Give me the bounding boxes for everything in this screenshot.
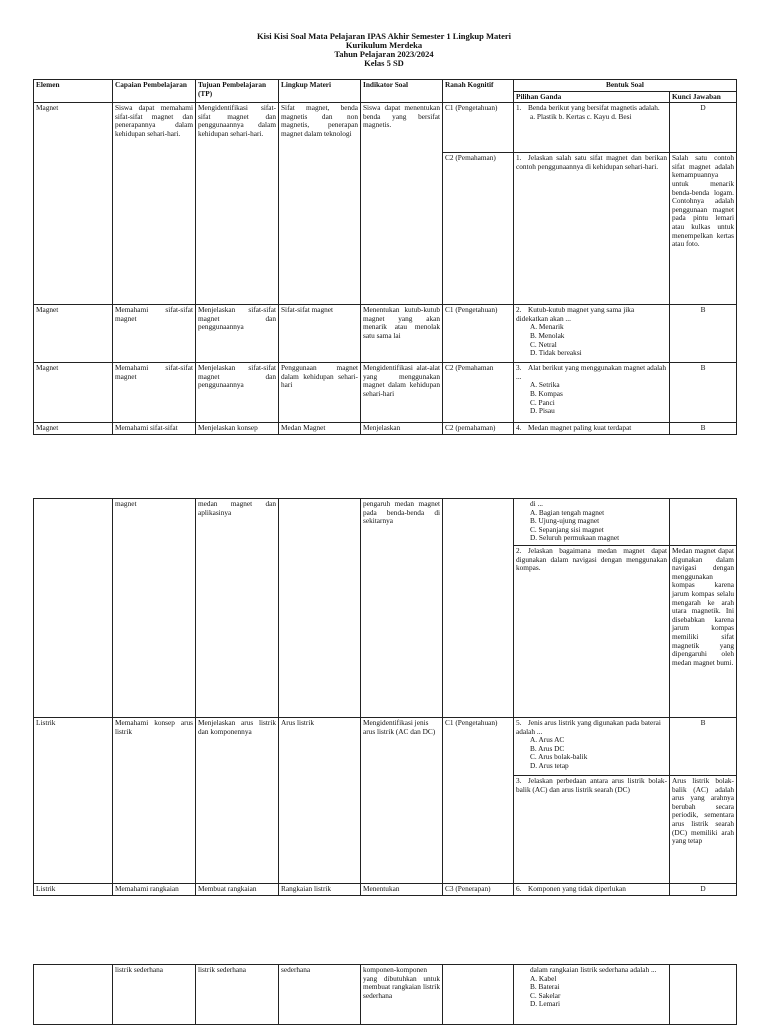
- cell-kunci: [670, 499, 737, 546]
- question-text: Alat berikut yang menggunakan magnet adalah ...: [516, 363, 666, 381]
- col-bentuk-soal: Bentuk Soal: [514, 80, 737, 92]
- option-c: C. Panci: [530, 397, 555, 407]
- cell-elemen: Magnet: [34, 363, 113, 423]
- cell-tujuan: Menjelaskan sifat-sifat magnet dan penggunaannya: [196, 305, 279, 363]
- cell-indikator: Menentukan kutub-kutub magnet yang akan menarik atau menolak satu sama lai: [361, 305, 443, 363]
- cell-indikator: Mengidentifikasi alat-alat yang menggunakan magnet dalam kehidupan sehari-hari: [361, 363, 443, 423]
- cell-kunci: D: [670, 884, 737, 896]
- col-ranah: Ranah Kognitif: [443, 80, 514, 103]
- question-number: 6.: [516, 884, 522, 893]
- cell-question: [514, 153, 670, 305]
- table-row: [34, 965, 737, 1025]
- cell-kunci: D: [670, 103, 737, 153]
- cell-question: [514, 776, 670, 884]
- cell-capaian: magnet: [113, 499, 196, 718]
- option-c: C. Sepanjang sisi magnet: [530, 524, 604, 534]
- option-c: C. Netral: [530, 339, 557, 349]
- question-text: Komponen yang tidak diperlukan: [528, 884, 626, 893]
- cell-capaian: Memahami sifat-sifat magnet: [113, 305, 196, 363]
- cell-ranah: [443, 499, 514, 718]
- cell-kunci: B: [670, 423, 737, 435]
- option-b: B. Baterai: [530, 982, 560, 992]
- cell-question: [514, 499, 670, 546]
- cell-question: [514, 718, 670, 776]
- cell-ranah: C1 (Pengetahuan): [443, 718, 514, 884]
- option-d: D. Seluruh permukaan magnet: [530, 533, 620, 543]
- cell-lingkup: sederhana: [279, 965, 361, 1025]
- option-a: A. Setrika: [530, 380, 560, 390]
- cell-kunci: B: [670, 305, 737, 363]
- cell-lingkup: Penggunaan magnet dalam kehidupan sehari-hari: [279, 363, 361, 423]
- cell-capaian: listrik sederhana: [113, 965, 196, 1025]
- question-number: 1.: [516, 153, 522, 163]
- option-c: C. Arus bolak-balik: [530, 752, 588, 762]
- cell-tujuan: listrik sederhana: [196, 965, 279, 1025]
- table-row: [34, 423, 737, 435]
- question-text: Jelaskan perbedaan antara arus listrik bolak-balik (AC) dan arus listrik searah (DC): [516, 776, 667, 794]
- table-row: [34, 718, 737, 776]
- document-header: [0, 32, 768, 68]
- header-curriculum: Kurikulum Merdeka: [345, 40, 423, 50]
- cell-capaian: Memahami rangkaian: [113, 884, 196, 896]
- option-c: C. Sakelar: [530, 990, 561, 1000]
- cell-tujuan: Mengidentifikasi sifat-sifat magnet dan penggunaannya dalam kehidupan sehari-hari.: [196, 103, 279, 305]
- table-row: [34, 499, 737, 546]
- question-number: 1.: [516, 103, 522, 113]
- header-year: Tahun Pelajaran 2023/2024: [334, 49, 434, 59]
- option-a: A. Arus AC: [530, 735, 565, 745]
- cell-elemen: Magnet: [34, 305, 113, 363]
- question-text: Medan magnet paling kuat terdapat: [528, 423, 632, 433]
- cell-kunci: Salah satu contoh sifat magnet adalah kemampuannya untuk menarik benda-benda logam. Contohnya adalah penggunaan magnet pada pintu lemari atau kulkas untuk menempelkan kertas atau foto.: [670, 153, 737, 305]
- cell-indikator: Menentukan: [361, 884, 443, 896]
- question-options: a. Plastik b. Kertas c. Kayu d. Besi: [530, 111, 632, 121]
- cell-tujuan: Menjelaskan konsep: [196, 423, 279, 435]
- cell-lingkup: Arus listrik: [279, 718, 361, 884]
- question-text: Benda berikut yang bersifat magnetis adalah.: [528, 103, 660, 113]
- table-row: [34, 363, 737, 423]
- cell-capaian: Memahami sifat-sifat: [113, 423, 196, 435]
- option-b: B. Arus DC: [530, 743, 565, 753]
- cell-lingkup: Sifat magnet, benda magnetis dan non magnetis, penerapan magnet dalam teknologi: [279, 103, 361, 305]
- cell-question: [514, 305, 670, 363]
- question-number: 4.: [516, 423, 522, 433]
- cell-question: [514, 423, 670, 435]
- question-number: 3.: [516, 363, 522, 373]
- col-capaian: Capaian Pembelajaran: [113, 80, 196, 103]
- question-number: 2.: [516, 305, 522, 315]
- cell-ranah: C2 (Pemahaman: [443, 363, 514, 423]
- cell-capaian: Siswa dapat memahami sifat-sifat magnet dan penerapannya dalam kehidupan sehari-hari.: [113, 103, 196, 305]
- cell-ranah: C3 (Penerapan): [443, 884, 514, 896]
- cell-elemen: Listrik: [34, 718, 113, 884]
- option-a: A. Menarik: [530, 322, 564, 332]
- cell-elemen: [34, 499, 113, 718]
- question-text: Jenis arus listrik yang digunakan pada baterai adalah ...: [516, 718, 661, 736]
- cell-question: [514, 965, 670, 1025]
- cell-tujuan: Menjelaskan sifat-sifat magnet dan penggunaannya: [196, 363, 279, 423]
- table-row: [34, 305, 737, 363]
- cell-kunci: Arus listrik bolak-balik (AC) adalah arus yang arahnya berubah secara periodik, sementara arus listrik searah (DC) memiliki arah yang tetap: [670, 776, 737, 884]
- cell-lingkup: Sifat-sifat magnet: [279, 305, 361, 363]
- col-tujuan: Tujuan Pembelajaran (TP): [196, 80, 279, 103]
- cell-indikator: Menjelaskan: [361, 423, 443, 435]
- option-a: A. Bagian tengah magnet: [530, 507, 605, 517]
- cell-ranah: C1 (Pengetahuan): [443, 103, 514, 153]
- cell-ranah: C2 (pemahaman): [443, 423, 514, 435]
- question-text: dalam rangkaian listrik sederhana adalah ...: [530, 965, 657, 974]
- option-b: B. Menolak: [530, 330, 565, 340]
- cell-elemen: Magnet: [34, 423, 113, 435]
- cell-tujuan: medan magnet dan aplikasinya: [196, 499, 279, 718]
- cell-ranah: C1 (Pengetahuan): [443, 305, 514, 363]
- cell-kunci: [670, 965, 737, 1025]
- question-text: Kutub-kutub magnet yang sama jika didekatkan akan ...: [516, 305, 635, 323]
- cell-ranah: C2 (Pemahaman): [443, 153, 514, 305]
- col-lingkup: Lingkup Materi: [279, 80, 361, 103]
- cell-kunci: B: [670, 718, 737, 776]
- col-elemen: Elemen: [34, 80, 113, 103]
- cell-indikator: pengaruh medan magnet pada benda-benda di sekitarnya: [361, 499, 443, 718]
- question-number: 2.: [516, 546, 522, 555]
- cell-kunci: B: [670, 363, 737, 423]
- cell-lingkup: Medan Magnet: [279, 423, 361, 435]
- cell-lingkup: Rangkaian listrik: [279, 884, 361, 896]
- cell-elemen: [34, 965, 113, 1025]
- cell-elemen: Listrik: [34, 884, 113, 896]
- header-title: Kisi Kisi Soal Mata Pelajaran IPAS Akhir Semester 1 Lingkup Materi: [256, 31, 512, 41]
- cell-capaian: Memahami sifat-sifat magnet: [113, 363, 196, 423]
- option-d: D. Tidak bereaksi: [530, 348, 582, 358]
- cell-kunci: Medan magnet dapat digunakan dalam navigasi dengan menggunakan kompas karena jarum kompas selalu mengarah ke arah utara magnetik. Ini disebabkan karena jarum kompas memiliki sifat magnetik yang dipengaruhi oleh medan magnet bumi.: [670, 546, 737, 718]
- grid-table-page-1: [33, 79, 737, 435]
- question-text: Jelaskan salah satu sifat magnet dan berikan contoh penggunaannya di kehidupan sehari-hari.: [516, 153, 667, 171]
- option-b: B. Ujung-ujung magnet: [530, 516, 600, 526]
- cell-indikator: Siswa dapat menentukan benda yang bersifat magnetis.: [361, 103, 443, 305]
- header-class: Kelas 5 SD: [364, 58, 404, 68]
- option-b: B. Kompas: [530, 388, 563, 398]
- table-row: [34, 103, 737, 153]
- cell-indikator: Mengidentifikasi jenis arus listrik (AC dan DC): [361, 718, 443, 884]
- cell-question: [514, 884, 670, 896]
- cell-elemen: Magnet: [34, 103, 113, 305]
- cell-question: [514, 363, 670, 423]
- cell-capaian: Memahami konsep arus listrik: [113, 718, 196, 884]
- cell-ranah: [443, 965, 514, 1025]
- col-kunci-jawaban: Kunci Jawaban: [670, 91, 737, 103]
- cell-lingkup: [279, 499, 361, 718]
- col-indikator: Indikator Soal: [361, 80, 443, 103]
- cell-question: [514, 103, 670, 153]
- question-text: Jelaskan bagaimana medan magnet dapat digunakan dalam navigasi dengan menggunakan kompas.: [516, 546, 667, 573]
- grid-table-page-2: [33, 498, 737, 896]
- table-row: [34, 884, 737, 896]
- option-d: D. Lemari: [530, 999, 560, 1009]
- option-d: D. Pisau: [530, 406, 555, 416]
- option-a: A. Kabel: [530, 973, 557, 983]
- cell-question: [514, 546, 670, 718]
- question-number: 5.: [516, 718, 522, 727]
- question-text: di ...: [530, 499, 543, 508]
- question-number: 3.: [516, 776, 522, 785]
- grid-table-page-3: [33, 964, 737, 1025]
- col-pilihan-ganda: Pilihan Ganda: [514, 91, 670, 103]
- option-d: D. Arus tetap: [530, 760, 569, 770]
- cell-indikator: komponen-komponen yang dibutuhkan untuk membuat rangkaian listrik sederhana: [361, 965, 443, 1025]
- cell-tujuan: Menjelaskan arus listrik dan komponennya: [196, 718, 279, 884]
- cell-tujuan: Membuat rangkaian: [196, 884, 279, 896]
